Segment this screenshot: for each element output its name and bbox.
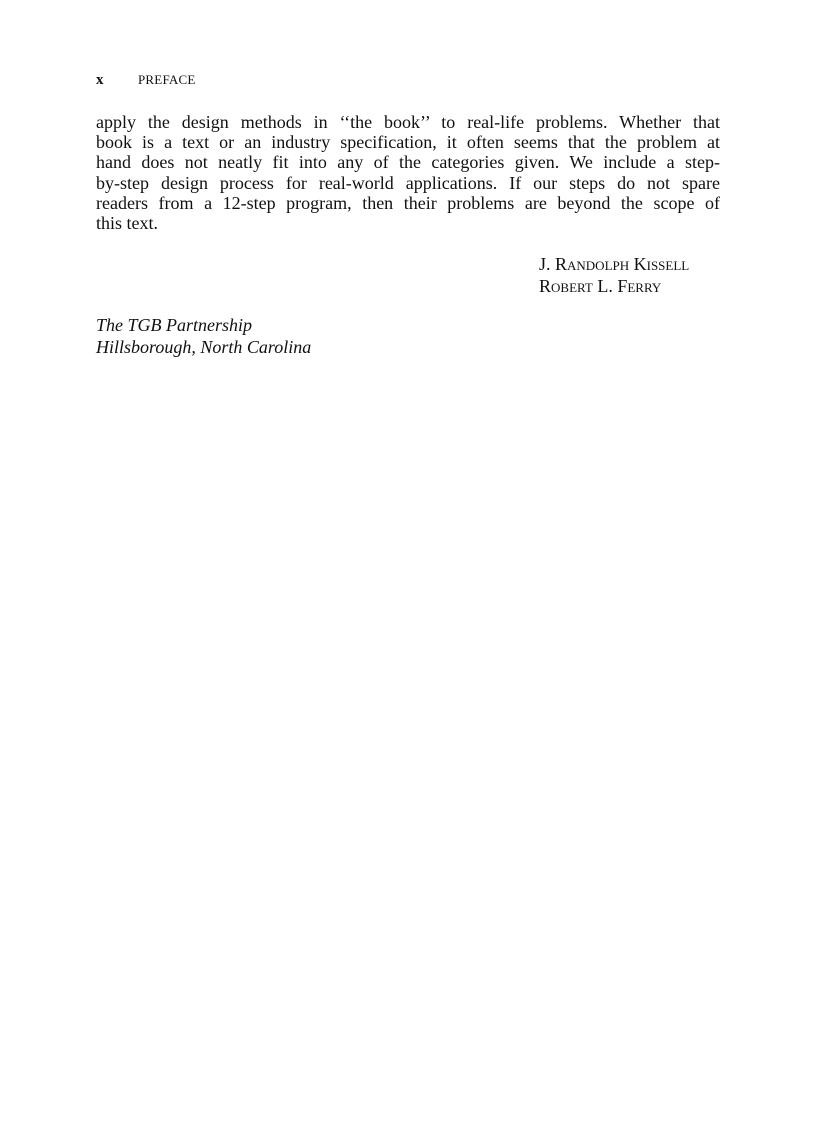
page-number: x — [96, 72, 104, 88]
author-affiliation — [96, 314, 311, 358]
paragraph-line: this text. — [96, 212, 158, 233]
author-name: Robert L. Ferry — [539, 276, 662, 296]
author-name: J. Randolph Kissell — [539, 254, 690, 274]
running-head — [96, 72, 720, 92]
paragraph-line: book is a text or an industry specification, it often seems that the problem at — [96, 132, 720, 153]
organization-location: Hillsborough, North Carolina — [96, 337, 312, 357]
body-paragraph — [96, 112, 720, 233]
paragraph-line: by-step design process for real-world applications. If our steps do not spare — [96, 172, 720, 193]
paragraph-line: apply the design methods in ‘‘the book’’ to real-life problems. Whether that — [96, 112, 720, 132]
author-signatures — [539, 253, 689, 297]
running-title: PREFACE — [138, 72, 196, 87]
paragraph-line: readers from a 12-step program, then their problems are beyond the scope of — [96, 192, 720, 213]
organization-name: The TGB Partnership — [96, 315, 253, 335]
paragraph-line: hand does not neatly fit into any of the categories given. We include a step- — [96, 152, 720, 173]
